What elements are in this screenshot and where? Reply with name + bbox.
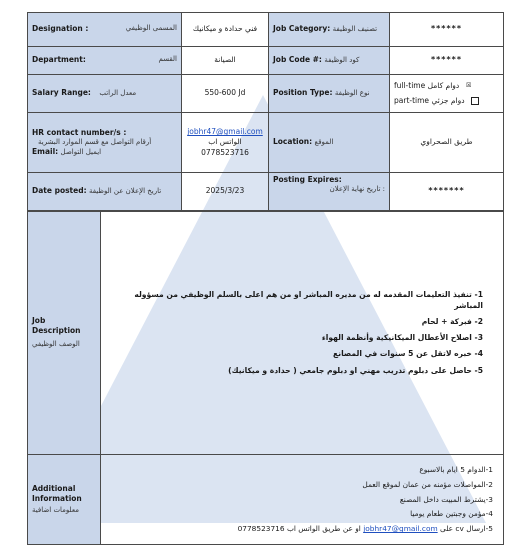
- additional-email-link[interactable]: jobhr47@gmail.com: [363, 524, 438, 534]
- additional-item: 2-المواصلات مؤمنه من عمان لموقع العمل: [362, 479, 493, 489]
- code-label-en: Job Code #:: [273, 55, 322, 65]
- code-value: ******: [390, 47, 504, 75]
- expires-label-en: Posting Expires:: [273, 175, 342, 184]
- hr-label-cell: [28, 113, 182, 173]
- description-item: 3- اصلاح الأعطال الميكانيكية وأنظمة الهواء: [321, 333, 483, 342]
- department-value: الصيانة: [182, 47, 269, 75]
- phone-number: 0778523716: [201, 147, 249, 157]
- row-dates: [28, 173, 504, 211]
- location-value: طريق الصحراوي: [390, 113, 504, 173]
- row-additional: [28, 455, 504, 545]
- salary-label-cell: [28, 75, 182, 113]
- additional-label-en: Additional Information: [32, 483, 82, 503]
- description-label-cell: [28, 212, 101, 455]
- contact-value-cell: [182, 113, 269, 173]
- additional-contact-prefix: 5-ارسال cv على: [440, 524, 493, 534]
- row-designation: [28, 13, 504, 47]
- description-item: 1- تنفيذ التعليمات المقدمه له من مديره المباشر او من هم اعلى بالسلم الوظيفي من مسؤوله المباشر: [134, 290, 483, 310]
- description-item: 4- خبره لاتقل عن 5 سنوات في المصانع: [333, 349, 483, 359]
- additional-item: 3-يشترط المبيت داخل المصنع: [399, 494, 493, 504]
- code-label-cell: [269, 47, 390, 75]
- category-label-en: Job Category:: [273, 24, 331, 34]
- additional-items: [101, 455, 504, 545]
- email-link[interactable]: jobhr47@gmail.com: [187, 127, 263, 137]
- category-value: ******: [390, 13, 504, 47]
- option-full-time[interactable]: [394, 81, 499, 91]
- checkbox-empty-icon[interactable]: [471, 97, 479, 105]
- additional-item: 4-مؤمن وجبتين طعام يوميا: [410, 509, 493, 519]
- description-item: 5- حاصل على دبلوم تدريب مهني او دبلوم جامعي ( حدادة و ميكانيك): [228, 365, 483, 375]
- posted-value: 2025/3/23: [182, 173, 269, 211]
- job-posting-form: [27, 12, 503, 545]
- position-label-cell: [269, 75, 390, 113]
- additional-label-ar: معلومات اضافية: [32, 505, 79, 514]
- designation-label-en: Designation :: [32, 24, 89, 34]
- email-label-ar: ايميل التواصل: [60, 148, 102, 157]
- option-part-time-en: part-time: [394, 96, 430, 105]
- whatsapp-label: الواتس اب: [208, 137, 242, 147]
- additional-label-cell: [28, 455, 101, 545]
- hr-label-ar: أرقام التواصل مع قسم الموارد البشرية: [38, 137, 152, 146]
- option-full-time-ar: دوام كامل: [427, 80, 460, 90]
- designation-label-ar: المسمى الوظيفي: [125, 24, 177, 33]
- description-table: [27, 211, 504, 545]
- expires-label-cell: [269, 173, 390, 211]
- option-part-time[interactable]: [394, 96, 499, 106]
- additional-item: 1-الدوام 5 ايام بالاسبوع: [419, 464, 493, 474]
- salary-label-en: Salary Range:: [32, 88, 91, 98]
- department-label-ar: القسم: [158, 55, 177, 64]
- description-label-ar: الوصف الوظيفي: [32, 340, 80, 349]
- additional-contact-suffix: او عن طريق الواتس اب 0778523716: [237, 524, 361, 534]
- posted-label-ar: تاريخ الإعلان عن الوظيفة: [89, 187, 162, 196]
- designation-value: فني حدادة و ميكانيك: [182, 13, 269, 47]
- option-part-time-ar: دوام جزئي: [431, 96, 465, 105]
- checkbox-checked-icon[interactable]: ☒: [465, 81, 472, 89]
- email-label-en: Email:: [32, 147, 59, 157]
- row-contact: [28, 113, 504, 173]
- location-label-en: Location:: [273, 137, 313, 147]
- location-label-cell: [269, 113, 390, 173]
- position-label-ar: نوع الوظيفة: [334, 89, 370, 98]
- description-label-en: Job Description: [32, 316, 81, 336]
- row-description: [28, 212, 504, 455]
- additional-item-contact: [105, 524, 493, 534]
- description-item: 2- فبركة + لحام: [421, 316, 483, 326]
- code-label-ar: كود الوظيفة: [324, 56, 360, 65]
- row-salary: [28, 75, 504, 113]
- position-label-en: Position Type:: [273, 88, 333, 98]
- row-department: [28, 47, 504, 75]
- position-options-cell: [390, 75, 504, 113]
- department-label-cell: [28, 47, 182, 75]
- salary-label-ar: معدل الراتب: [99, 89, 137, 98]
- department-label-en: Department:: [32, 55, 86, 65]
- posted-label-cell: [28, 173, 182, 211]
- category-label-ar: تصنيف الوظيفة: [332, 25, 378, 34]
- job-info-table: [27, 12, 504, 211]
- description-items: [101, 212, 504, 455]
- category-label-cell: [269, 13, 390, 47]
- salary-value: 550-600 Jd: [182, 75, 269, 113]
- designation-label-cell: [28, 13, 182, 47]
- expires-label-ar: تاريخ نهاية الإعلان :: [329, 185, 385, 194]
- expires-value: *******: [390, 173, 504, 211]
- hr-label-en: HR contact number/s :: [32, 127, 127, 137]
- option-full-time-en: full-time: [394, 80, 426, 90]
- location-label-ar: الموقع: [314, 138, 334, 147]
- posted-label-en: Date posted:: [32, 186, 87, 196]
